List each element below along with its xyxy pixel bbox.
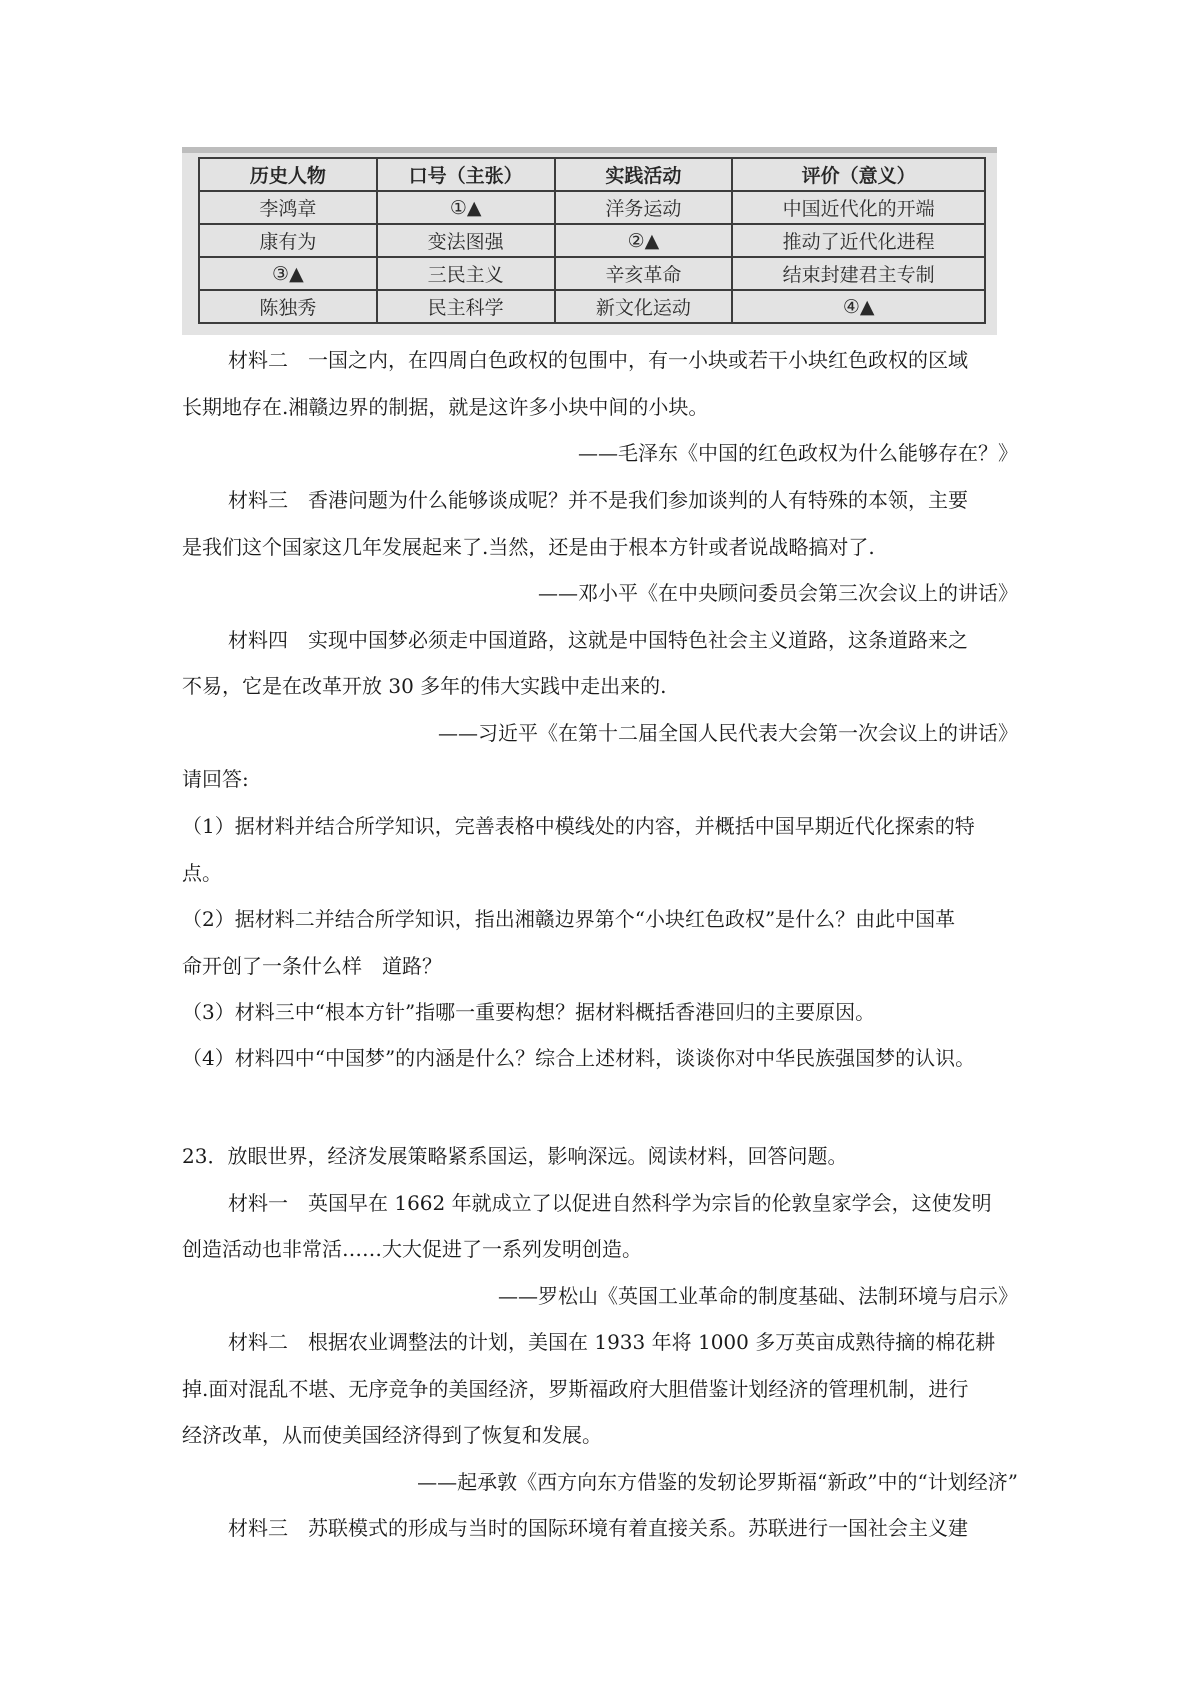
q23-material-3-text: 材料三 苏联模式的形成与当时的国际环境有着直接关系。苏联进行一国社会主义建 [228,1516,968,1540]
material-2-source: ——毛泽东《中国的红色政权为什么能够存在？》 [578,441,1018,465]
sub-question-2: 命开创了一条什么样 道路？ [182,954,442,978]
material-4-text: 材料四 实现中国梦必须走中国道路，这就是中国特色社会主义道路，这条道路来之 [228,628,968,652]
table-header-cell: 实践活动 [555,158,733,191]
table-cell: 新文化运动 [555,290,733,323]
table-cell: 洋务运动 [555,191,733,224]
table-row [199,224,985,257]
material-3-text: 材料三 香港问题为什么能够谈成呢？并不是我们参加谈判的人有特殊的本领，主要 [228,488,968,512]
question-23-stem: 23．放眼世界，经济发展策略紧系国运，影响深远。阅读材料，回答问题。 [182,1144,848,1168]
material-2-text: 材料二 一国之内，在四周白色政权的包围中，有一小块或若干小块红色政权的区域 [228,348,968,372]
table-cell: 康有为 [199,224,377,257]
sub-question-3: （3）材料三中“根本方针”指哪一重要构想？据材料概括香港回归的主要原因。 [182,1000,876,1024]
sub-question-1: 点。 [182,861,222,885]
table-cell: 陈独秀 [199,290,377,323]
table-cell: 推动了近代化进程 [732,224,985,257]
photo-cropped-edge [182,147,997,153]
q23-material-1-text: 创造活动也非常活……大大促进了一系列发明创造。 [182,1237,642,1261]
table-row [199,290,985,323]
q23-material-1-source: ——罗松山《英国工业革命的制度基础、法制环境与启示》 [498,1284,1018,1308]
sub-question-4: （4）材料四中“中国梦”的内涵是什么？综合上述材料，谈谈你对中华民族强国梦的认识。 [182,1046,976,1070]
q23-material-2-text: 材料二 根据农业调整法的计划，美国在 1933 年将 1000 多万英亩成熟待摘的棉花耕 [228,1330,996,1354]
table-cell: 民主科学 [377,290,555,323]
table-cell: ④▲ [732,290,985,323]
table-cell: 辛亥革命 [555,257,733,290]
table-cell: ①▲ [377,191,555,224]
table-cell: 变法图强 [377,224,555,257]
table-cell: ②▲ [555,224,733,257]
table-header-cell: 评价（意义） [732,158,985,191]
table-header-cell: 口号（主张） [377,158,555,191]
material-3-text: 是我们这个国家这几年发展起来了.当然，还是由于根本方针或者说战略搞对了. [182,535,875,559]
material-4-source: ——习近平《在第十二届全国人民代表大会第一次会议上的讲话》 [438,721,1018,745]
q23-material-2-text: 掉.面对混乱不堪、无序竞争的美国经济，罗斯福政府大胆借鉴计划经济的管理机制，进行 [182,1377,969,1401]
table-cell: ③▲ [199,257,377,290]
sub-question-1: （1）据材料并结合所学知识，完善表格中模线处的内容，并概括中国早期近代化探索的特 [182,814,975,838]
material-4-text: 不易，它是在改革开放 30 多年的伟大实践中走出来的. [182,674,667,698]
answer-prompt: 请回答: [182,767,249,791]
sub-question-2: （2）据材料二并结合所学知识，指出湘赣边界第个“小块红色政权”是什么？由此中国革 [182,907,956,931]
history-table [198,157,986,324]
table-row [199,191,985,224]
table-cell: 李鸿章 [199,191,377,224]
table-header-row [199,158,985,191]
material-3-source: ——邓小平《在中央顾问委员会第三次会议上的讲话》 [538,581,1018,605]
q23-material-2-text: 经济改革，从而使美国经济得到了恢复和发展。 [182,1423,602,1447]
table-cell: 中国近代化的开端 [732,191,985,224]
table-row [199,257,985,290]
table-cell: 结束封建君主专制 [732,257,985,290]
material-2-text: 长期地存在.湘赣边界的制据，就是这许多小块中间的小块。 [182,395,709,419]
table-cell: 三民主义 [377,257,555,290]
table-header-cell: 历史人物 [199,158,377,191]
q23-material-1-text: 材料一 英国早在 1662 年就成立了以促进自然科学为宗旨的伦敦皇家学会，这使发明 [228,1191,992,1215]
q23-material-2-source: ——起承敦《西方向东方借鉴的发轫论罗斯福“新政”中的“计划经济” [417,1470,1018,1494]
history-table-photo [182,147,997,335]
